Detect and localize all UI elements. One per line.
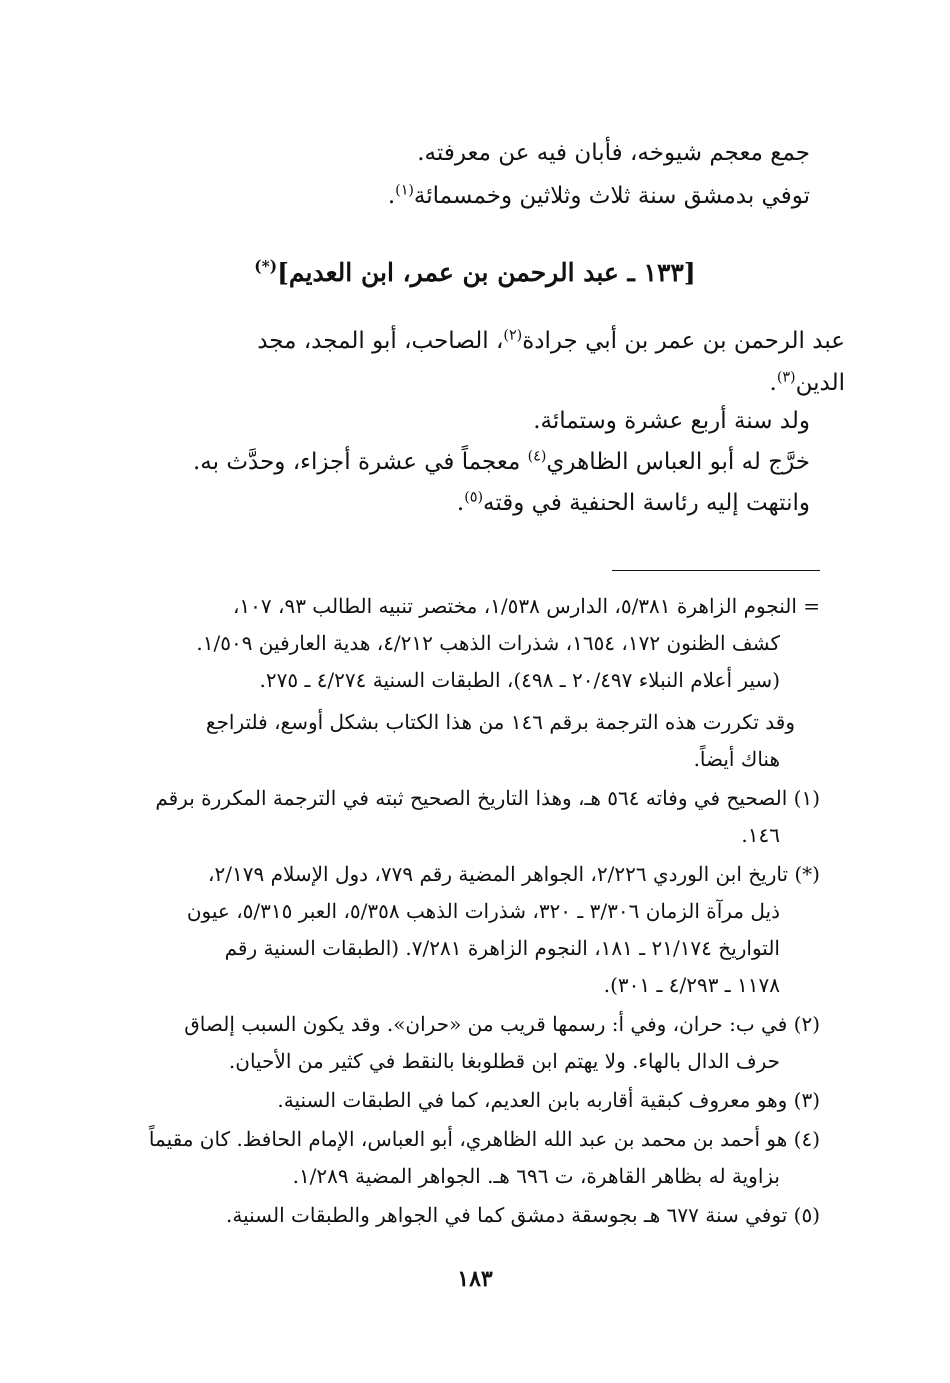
entry-heading: [١٣٣ ـ عبد الرحمن بن عمر، ابن العديم](*): [254, 256, 696, 287]
footnote-line: وقد تكررت هذه الترجمة برقم ١٤٦ من هذا الكتاب بشكل أوسع، فلتراجع: [205, 710, 795, 734]
footnote-line: ذيل مرآة الزمان ٣/٣٠٦ ـ ٣٢٠، شذرات الذهب ٥/٣٥٨، العبر ٥/٣١٥، عيون: [186, 899, 780, 923]
main-line-2: توفي بدمشق سنة ثلاث وثلاثين وخمسمائة$^{(١)}$.: [387, 182, 810, 209]
footnote-ref-1[interactable]: (١): [395, 182, 414, 199]
footnote-separator: [612, 570, 820, 571]
entry-para-1-line-2: الدين$^{(٣)}$.: [769, 369, 845, 396]
entry-para-4: وانتهت إليه رئاسة الحنفية في وقته$^{(٥)}$.: [456, 489, 810, 516]
footnote-5: (٥) توفي سنة ٦٧٧ هـ بجوسقة دمشق كما في الجواهر والطبقات السنية.: [225, 1203, 820, 1227]
footnote-line: ١٤٦.: [741, 823, 780, 847]
footnote-line: ١١٧٨ ـ ٤/٢٩٣ ـ ٣٠١).: [603, 973, 780, 997]
main-line-1: جمع معجم شيوخه، فأبان فيه عن معرفته.: [417, 140, 810, 166]
footnote-line: = النجوم الزاهرة ٥/٣٨١، الدارس ١/٥٣٨، مختصر تنبيه الطالب ٩٣، ١٠٧،: [232, 594, 820, 618]
footnote-1: (١) الصحيح في وفاته ٥٦٤ هـ، وهذا التاريخ الصحيح ثبته في الترجمة المكررة برقم: [155, 786, 820, 810]
footnote-line: (سير أعلام النبلاء ٢٠/٤٩٧ ـ ٤٩٨)، الطبقات السنية ٤/٢٧٤ ـ ٢٧٥.: [259, 668, 780, 692]
footnote-ref-4[interactable]: (٤): [527, 448, 547, 465]
footnote-ref-2[interactable]: (٢): [503, 327, 523, 344]
footnote-line: كشف الظنون ١٧٢، ١٦٥٤، شذرات الذهب ٤/٢١٢، هدية العارفين ١/٥٠٩.: [196, 631, 780, 655]
footnote-star: (*) تاريخ ابن الوردي ٢/٢٢٦، الجواهر المضية رقم ٧٧٩، دول الإسلام ٢/١٧٩،: [208, 862, 820, 886]
footnote-ref-star[interactable]: (*): [254, 256, 278, 276]
footnote-3: (٣) وهو معروف كبقية أقاربه بابن العديم، كما في الطبقات السنية.: [277, 1088, 820, 1112]
footnote-ref-5[interactable]: (٥): [464, 489, 483, 506]
entry-para-2: ولد سنة أربع عشرة وستمائة.: [533, 408, 810, 434]
footnote-line: بزاوية له بظاهر القاهرة، ت ٦٩٦ هـ. الجواهر المضية ١/٢٨٩.: [292, 1164, 780, 1188]
footnote-ref-3[interactable]: (٣): [776, 369, 796, 386]
entry-para-3: خرَّج له أبو العباس الظاهري$^{(٤)}$ معجماً في عشرة أجزاء، وحدَّث به.: [192, 448, 810, 475]
footnote-2: (٢) في ب: حران، وفي أ: رسمها قريب من «حران». وقد يكون السبب إلصاق: [184, 1012, 820, 1036]
footnote-line: هناك أيضاً.: [693, 747, 780, 771]
footnote-line: التواريخ ٢١/١٧٤ ـ ١٨١، النجوم الزاهرة ٧/٢٨١. (الطبقات السنية رقم: [224, 936, 780, 960]
footnote-4: (٤) هو أحمد بن محمد بن عبد الله الظاهري، أبو العباس، الإمام الحافظ. كان مقيماً: [148, 1127, 820, 1151]
entry-para-1-line-1: عبد الرحمن بن عمر بن أبي جرادة$^{(٢)}$، الصاحب، أبو المجد، مجد: [257, 327, 845, 354]
footnote-line: حرف الدال بالهاء. ولا يهتم ابن قطلوبغا بالنقط في كثير من الأحيان.: [228, 1049, 780, 1073]
page-number: ١٨٣: [457, 1266, 493, 1292]
